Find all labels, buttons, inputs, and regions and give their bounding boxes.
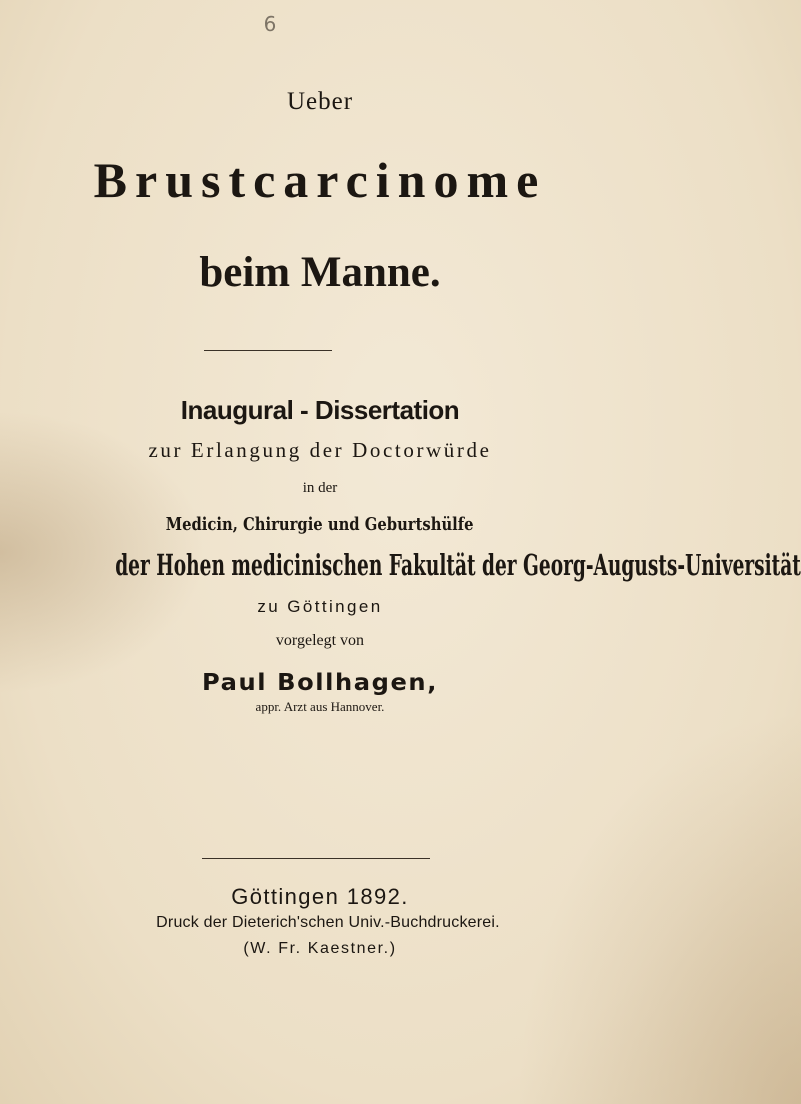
imprint-publisher: (W. Fr. Kaestner.) — [243, 940, 397, 957]
subtitle: beim Manne. — [199, 249, 441, 296]
in-der-text: in der — [302, 480, 338, 496]
dissertation-type: Inaugural - Dissertation — [180, 395, 460, 425]
pencil-page-mark: 6 — [263, 12, 277, 36]
faculty-name: der Hohen medicinischen Fakultät der Georg-Augusts-Universität — [115, 548, 801, 582]
pretitle: Ueber — [286, 88, 354, 115]
main-title: Brustcarcinome — [93, 152, 547, 208]
degree-purpose: zur Erlangung der Doctorwürde — [148, 438, 492, 462]
divider-short — [204, 350, 332, 351]
divider-long — [202, 858, 430, 859]
submitted-by: vorgelegt von — [275, 632, 365, 649]
author-description: appr. Arzt aus Hannover. — [255, 699, 385, 714]
fields-of-study: Medicin, Chirurgie und Geburtshülfe — [165, 514, 474, 535]
author-name: Paul Bollhagen, — [202, 670, 438, 696]
imprint-printer: Druck der Dieterich'schen Univ.-Buchdruckerei. — [156, 914, 500, 931]
imprint-place-year: Göttingen 1892. — [231, 884, 409, 909]
university-place: zu Göttingen — [257, 597, 383, 616]
